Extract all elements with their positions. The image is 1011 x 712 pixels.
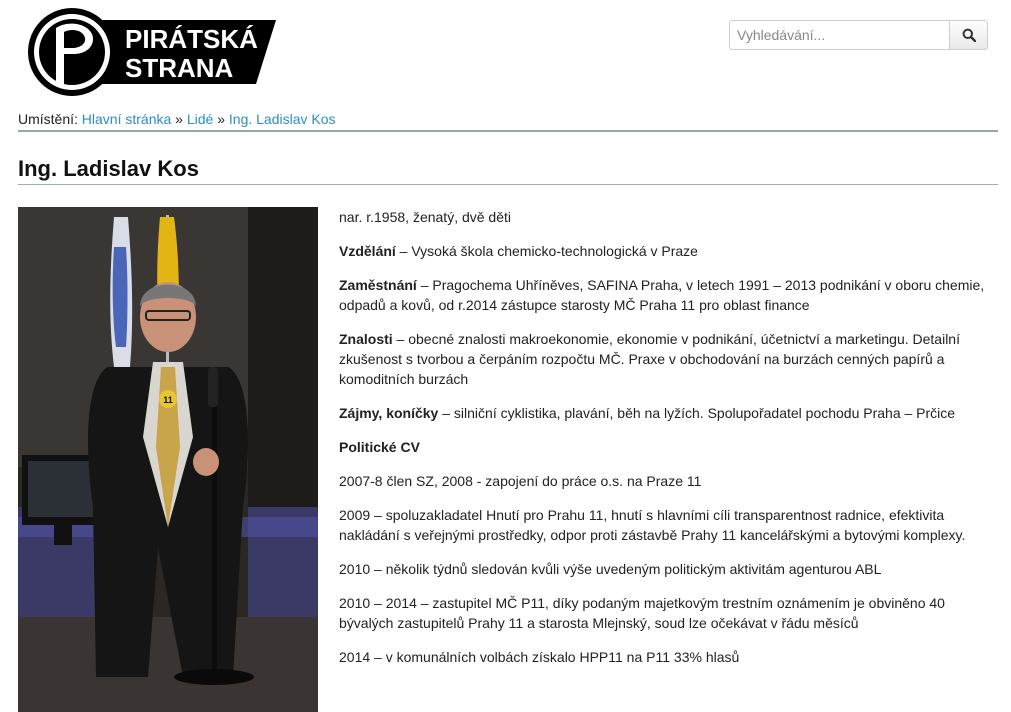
section-text: – obecné znalosti makroekonomie, ekonomie v podnikání, účetnictví a marketingu. Detailní zkušenost s tvorbou a čerpáním rozpočtu MČ. Praxe v obchodování na burzách cenných papírů a komoditních burzách [339, 331, 960, 387]
section-label: Zájmy, koníčky [339, 405, 439, 421]
breadcrumb-people-link[interactable]: Lidé [186, 111, 214, 127]
bio-education [339, 241, 994, 261]
bio-intro: nar. r.1958, ženatý, dvě děti [339, 209, 512, 225]
profile-photo [18, 207, 318, 712]
breadcrumb-separator: » [217, 111, 226, 127]
search-form [729, 20, 988, 50]
section-label: Vzdělání [339, 243, 396, 259]
political-cv-heading [339, 437, 994, 457]
cv-heading: Politické CV [339, 439, 420, 455]
site-header [0, 0, 1011, 100]
section-text: – Vysoká škola chemicko-technologická v Praze [395, 243, 698, 259]
breadcrumb-prefix: Umístění: [18, 111, 78, 127]
page-title: Ing. Ladislav Kos [18, 154, 998, 185]
logo-line2: STRANA [125, 53, 234, 83]
bio-knowledge [339, 329, 994, 389]
search-button[interactable] [949, 20, 988, 50]
section-label: Zaměstnání [339, 277, 417, 293]
cv-item: 2009 – spoluzakladatel Hnutí pro Prahu 11, hnutí s hlavními cíli transparentnost radnice, efektivita nakládání s veřejnými prostředky, odpor proti zástavbě Prahy 11 kancelářskými a bytovými komplexy. [339, 507, 966, 543]
section-text: – silniční cyklistika, plavání, běh na lyžích. Spolupořadatel pochodu Praha – Prčice [438, 405, 956, 421]
breadcrumb-separator: » [175, 111, 183, 127]
cv-item: 2014 – v komunálních volbách získalo HPP11 na P11 33% hlasů [339, 649, 740, 665]
logo-line1: PIRÁTSKÁ [125, 24, 258, 54]
breadcrumb-home-link[interactable]: Hlavní stránka [81, 111, 172, 127]
breadcrumb-current-link[interactable]: Ing. Ladislav Kos [228, 111, 336, 127]
bio-content [339, 207, 994, 681]
breadcrumb [18, 110, 998, 132]
section-label: Znalosti [339, 331, 393, 347]
section-text: – Pragochema Uhříněves, SAFINA Praha, v letech 1991 – 2013 podnikání v oboru chemie, odpadů a kovů, od r.2014 zástupce starosty MČ Praha 11 pro oblast finance [339, 277, 985, 313]
bio-employment [339, 275, 994, 315]
pirate-party-logo[interactable] [28, 8, 280, 98]
cv-item: 2010 – 2014 – zastupitel MČ P11, díky podaným majetkovým trestním oznámením je obviněno 40 bývalých zastupitelů Prahy 11 a starosta Mlejnský, soud lze očekávat v řádu měsíců [339, 595, 945, 631]
badge-text: 11 [163, 395, 173, 405]
cv-item: 2010 – několik týdnů sledován kvůli výše uvedeným politickým aktivitám agenturou ABL [339, 561, 882, 577]
search-input[interactable] [729, 20, 949, 50]
bio-hobbies [339, 403, 994, 423]
cv-item: 2007-8 člen SZ, 2008 - zapojení do práce o.s. na Praze 11 [339, 473, 702, 489]
search-icon [962, 28, 976, 42]
